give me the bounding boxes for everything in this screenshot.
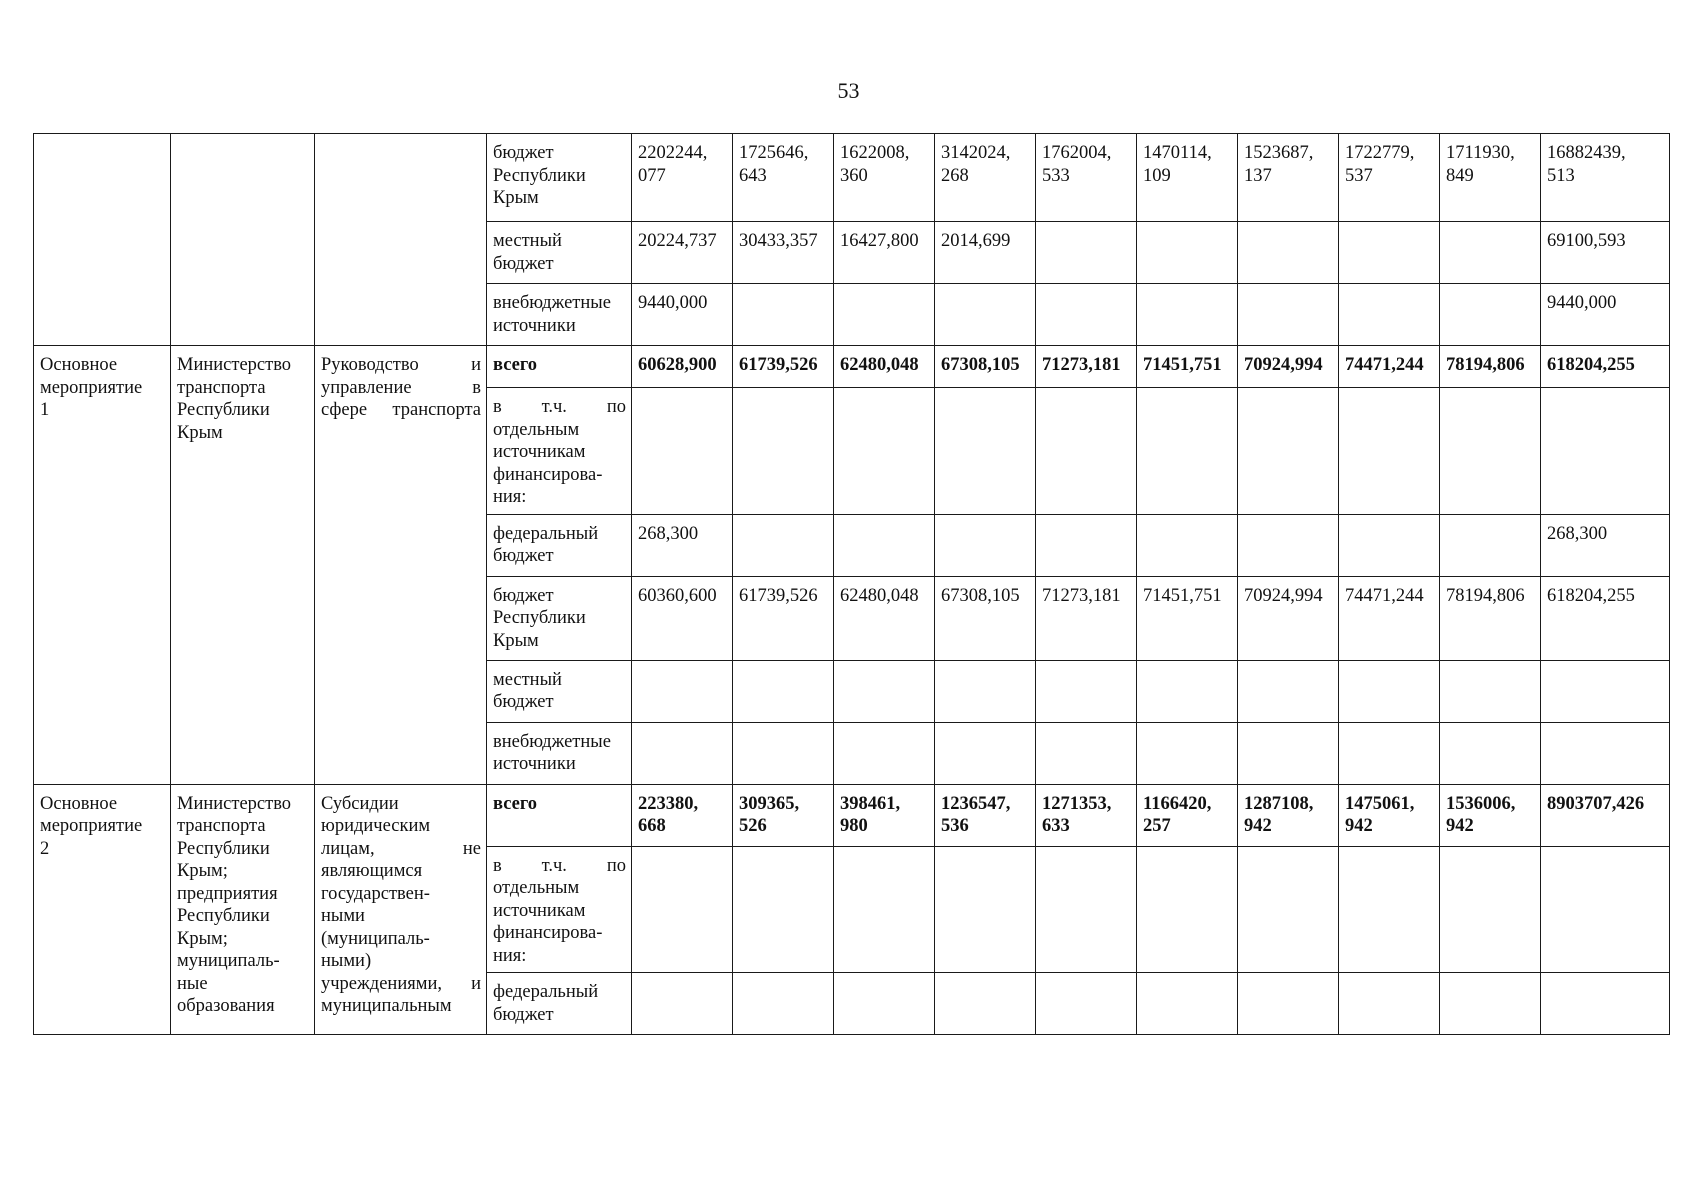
measure2-description-cell-line: учреждениями, и xyxy=(321,973,481,994)
value-cell xyxy=(1137,660,1238,722)
funding-source-cell-line: в т.ч. по xyxy=(493,397,626,417)
value-cell: 9440,000 xyxy=(632,284,733,346)
funding-source-cell: федеральный бюджет xyxy=(487,514,632,576)
value-cell xyxy=(1036,388,1137,515)
value-cell: 71451,751 xyxy=(1137,576,1238,660)
budget-table xyxy=(33,133,1670,1035)
measure1-executor-cell: Министерство транспорта Республики Крым xyxy=(171,346,315,785)
total-cell xyxy=(1541,973,1670,1035)
value-cell xyxy=(1238,973,1339,1035)
value-cell: 1725646, 643 xyxy=(733,134,834,222)
value-cell xyxy=(1137,284,1238,346)
value-cell xyxy=(1339,846,1440,973)
measure1-description-cell-line: управление в xyxy=(321,377,481,398)
funding-source-cell: бюджет Республики Крым xyxy=(487,134,632,222)
value-cell: 1470114, 109 xyxy=(1137,134,1238,222)
value-cell: 1166420, 257 xyxy=(1137,784,1238,846)
value-cell: 78194,806 xyxy=(1440,346,1541,388)
value-cell: 1271353, 633 xyxy=(1036,784,1137,846)
funding-source-cell: бюджет Республики Крым xyxy=(487,576,632,660)
continued-description-cell xyxy=(315,134,487,346)
funding-source-cell xyxy=(487,846,632,973)
value-cell xyxy=(1440,222,1541,284)
value-cell xyxy=(1238,846,1339,973)
measure2-description-cell-line: ными xyxy=(321,906,365,926)
value-cell: 70924,994 xyxy=(1238,576,1339,660)
value-cell xyxy=(834,722,935,784)
funding-source-cell: всего xyxy=(487,346,632,388)
value-cell xyxy=(834,284,935,346)
value-cell xyxy=(1137,388,1238,515)
value-cell: 74471,244 xyxy=(1339,576,1440,660)
measure2-description-cell-line: ными) xyxy=(321,951,372,971)
value-cell: 70924,994 xyxy=(1238,346,1339,388)
value-cell xyxy=(733,284,834,346)
measure2-description-cell-line: государствен- xyxy=(321,883,430,904)
value-cell xyxy=(632,846,733,973)
value-cell: 71273,181 xyxy=(1036,346,1137,388)
value-cell: 71273,181 xyxy=(1036,576,1137,660)
value-cell xyxy=(1137,514,1238,576)
value-cell: 1523687, 137 xyxy=(1238,134,1339,222)
value-cell: 2202244, 077 xyxy=(632,134,733,222)
measure2-description-cell-line: муниципальным xyxy=(321,996,452,1016)
value-cell xyxy=(632,973,733,1035)
total-cell: 618204,255 xyxy=(1541,346,1670,388)
value-cell: 67308,105 xyxy=(935,346,1036,388)
value-cell xyxy=(1036,722,1137,784)
value-cell xyxy=(1339,973,1440,1035)
value-cell xyxy=(632,722,733,784)
value-cell xyxy=(935,660,1036,722)
table-row xyxy=(34,346,1670,388)
value-cell xyxy=(1339,722,1440,784)
measure1-description-cell xyxy=(315,346,487,785)
value-cell: 61739,526 xyxy=(733,346,834,388)
funding-source-cell-line: ния: xyxy=(493,945,527,966)
measure2-description-cell-line: юридическим xyxy=(321,816,431,836)
value-cell: 1236547, 536 xyxy=(935,784,1036,846)
value-cell xyxy=(935,973,1036,1035)
value-cell xyxy=(733,388,834,515)
value-cell xyxy=(1137,722,1238,784)
total-cell: 618204,255 xyxy=(1541,576,1670,660)
value-cell xyxy=(935,284,1036,346)
value-cell xyxy=(733,846,834,973)
value-cell xyxy=(834,973,935,1035)
total-cell: 8903707,426 xyxy=(1541,784,1670,846)
value-cell xyxy=(935,514,1036,576)
funding-source-cell: внебюджетные источники xyxy=(487,722,632,784)
value-cell: 16427,800 xyxy=(834,222,935,284)
value-cell xyxy=(935,846,1036,973)
page-number: 53 xyxy=(837,78,860,103)
total-cell: 9440,000 xyxy=(1541,284,1670,346)
funding-source-cell-line: в т.ч. по xyxy=(493,855,626,876)
value-cell: 67308,105 xyxy=(935,576,1036,660)
value-cell xyxy=(1238,722,1339,784)
value-cell: 60360,600 xyxy=(632,576,733,660)
value-cell: 309365, 526 xyxy=(733,784,834,846)
funding-source-cell-line: источникам xyxy=(493,900,586,921)
value-cell: 398461, 980 xyxy=(834,784,935,846)
value-cell xyxy=(1440,388,1541,515)
funding-source-cell: федеральный бюджет xyxy=(487,973,632,1035)
value-cell xyxy=(1238,388,1339,515)
value-cell xyxy=(1440,514,1541,576)
value-cell xyxy=(1036,846,1137,973)
value-cell xyxy=(1339,284,1440,346)
value-cell xyxy=(1440,284,1541,346)
value-cell xyxy=(834,388,935,515)
value-cell xyxy=(733,660,834,722)
funding-source-cell-line: ния: xyxy=(493,487,527,507)
value-cell xyxy=(935,722,1036,784)
funding-source-cell-line: финансирова- xyxy=(493,464,603,485)
value-cell: 1722779, 537 xyxy=(1339,134,1440,222)
value-cell: 2014,699 xyxy=(935,222,1036,284)
total-cell xyxy=(1541,660,1670,722)
funding-source-cell: местный бюджет xyxy=(487,660,632,722)
value-cell xyxy=(1440,660,1541,722)
value-cell xyxy=(1238,514,1339,576)
measure1-name-cell: Основное мероприятие 1 xyxy=(34,346,171,785)
total-cell: 16882439, 513 xyxy=(1541,134,1670,222)
funding-source-cell: внебюджетные источники xyxy=(487,284,632,346)
funding-source-cell-line: финансирова- xyxy=(493,923,603,943)
measure2-executor-cell: Министерство транспорта Республики Крым; предприятия Республики Крым; муниципаль- ные образования xyxy=(171,784,315,1035)
value-cell xyxy=(834,514,935,576)
value-cell xyxy=(1238,660,1339,722)
continued-name-cell xyxy=(34,134,171,346)
value-cell xyxy=(733,973,834,1035)
value-cell: 1711930, 849 xyxy=(1440,134,1541,222)
measure2-description-cell-line: Субсидии xyxy=(321,793,399,814)
value-cell: 1287108, 942 xyxy=(1238,784,1339,846)
value-cell xyxy=(1339,388,1440,515)
funding-source-cell-line: источникам xyxy=(493,442,586,462)
total-cell: 69100,593 xyxy=(1541,222,1670,284)
value-cell: 74471,244 xyxy=(1339,346,1440,388)
total-cell xyxy=(1541,388,1670,515)
value-cell: 1536006, 942 xyxy=(1440,784,1541,846)
value-cell: 223380, 668 xyxy=(632,784,733,846)
measure2-description-cell-line: (муниципаль- xyxy=(321,928,430,949)
value-cell xyxy=(632,660,733,722)
measure2-description-cell xyxy=(315,784,487,1035)
funding-source-cell xyxy=(487,388,632,515)
funding-source-cell: всего xyxy=(487,784,632,846)
value-cell: 268,300 xyxy=(632,514,733,576)
value-cell: 20224,737 xyxy=(632,222,733,284)
value-cell xyxy=(1339,660,1440,722)
value-cell xyxy=(1440,973,1541,1035)
value-cell: 78194,806 xyxy=(1440,576,1541,660)
table-row xyxy=(34,134,1670,222)
value-cell xyxy=(1137,222,1238,284)
value-cell xyxy=(834,846,935,973)
value-cell: 1762004, 533 xyxy=(1036,134,1137,222)
value-cell: 30433,357 xyxy=(733,222,834,284)
funding-source-cell: местный бюджет xyxy=(487,222,632,284)
value-cell: 62480,048 xyxy=(834,576,935,660)
value-cell: 1622008, 360 xyxy=(834,134,935,222)
funding-source-cell-line: отдельным xyxy=(493,419,580,440)
value-cell: 71451,751 xyxy=(1137,346,1238,388)
value-cell xyxy=(733,722,834,784)
value-cell xyxy=(1339,514,1440,576)
value-cell xyxy=(834,660,935,722)
total-cell: 268,300 xyxy=(1541,514,1670,576)
measure2-description-cell-line: являющимся xyxy=(321,861,423,881)
measure2-description-cell-line: лицам, не xyxy=(321,838,481,859)
value-cell: 3142024, 268 xyxy=(935,134,1036,222)
total-cell xyxy=(1541,722,1670,784)
value-cell xyxy=(1440,722,1541,784)
value-cell xyxy=(632,388,733,515)
value-cell: 60628,900 xyxy=(632,346,733,388)
total-cell xyxy=(1541,846,1670,973)
funding-source-cell-line: отдельным xyxy=(493,878,580,898)
continued-executor-cell xyxy=(171,134,315,346)
value-cell xyxy=(1137,973,1238,1035)
value-cell xyxy=(1036,514,1137,576)
value-cell xyxy=(1036,973,1137,1035)
value-cell: 61739,526 xyxy=(733,576,834,660)
value-cell xyxy=(1036,284,1137,346)
value-cell: 1475061, 942 xyxy=(1339,784,1440,846)
value-cell xyxy=(1238,222,1339,284)
value-cell xyxy=(733,514,834,576)
measure1-description-cell-line: Руководство и xyxy=(321,355,481,375)
value-cell xyxy=(935,388,1036,515)
value-cell: 62480,048 xyxy=(834,346,935,388)
value-cell xyxy=(1036,222,1137,284)
table-row xyxy=(34,784,1670,846)
value-cell xyxy=(1137,846,1238,973)
measure1-description-cell-line: сфере транспорта xyxy=(321,400,481,420)
value-cell xyxy=(1339,222,1440,284)
value-cell xyxy=(1440,846,1541,973)
value-cell xyxy=(1036,660,1137,722)
value-cell xyxy=(1238,284,1339,346)
measure2-name-cell: Основное мероприятие 2 xyxy=(34,784,171,1035)
